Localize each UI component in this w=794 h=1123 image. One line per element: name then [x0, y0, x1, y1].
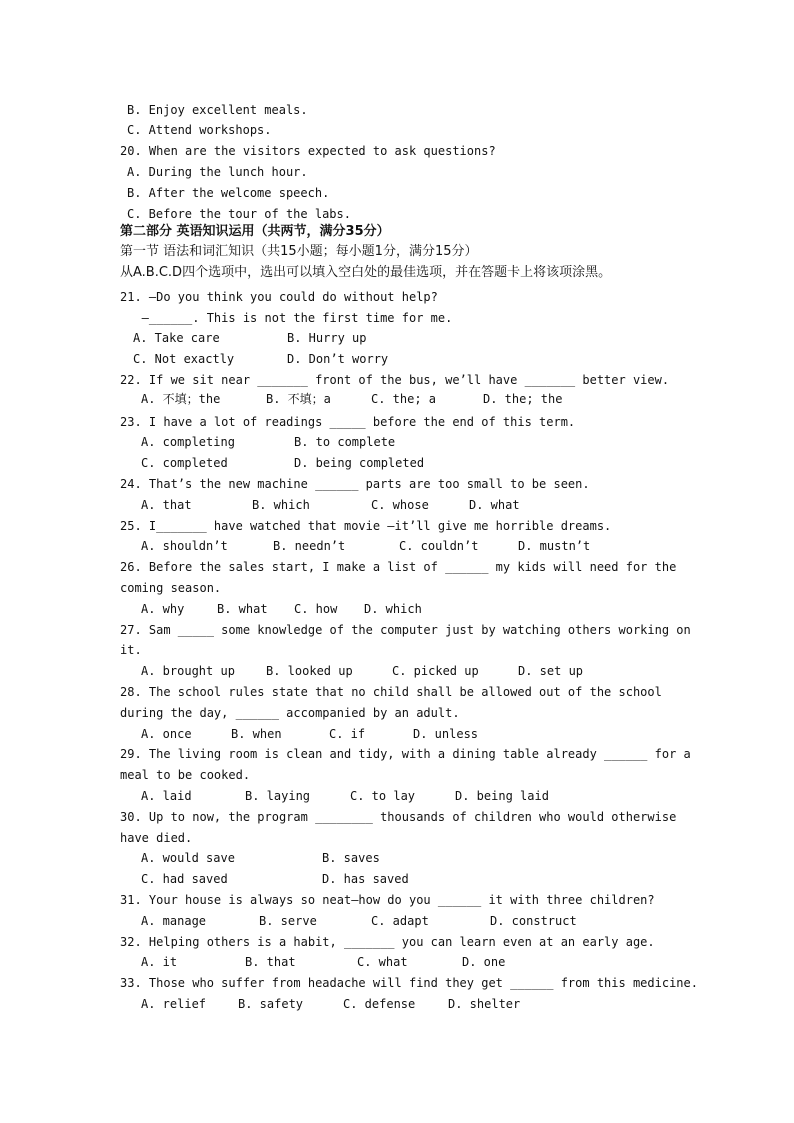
option-a: A. why [141, 602, 185, 616]
option-b: B. saves [322, 851, 380, 865]
question-30-stem-cont: have died. [120, 831, 193, 845]
option-b: B. serve [259, 914, 317, 928]
option-a: A. Take care [133, 331, 220, 345]
option-b: B. needn’t [273, 539, 346, 553]
option-b: B. laying [245, 789, 311, 803]
option-b: B. what [217, 602, 268, 616]
option-line: B. Enjoy excellent meals. [127, 103, 308, 117]
option-d: D. construct [490, 914, 577, 928]
question-28-stem-cont: during the day, ______ accompanied by an adult. [120, 706, 460, 720]
option-c: C. completed [141, 456, 228, 470]
option-d: D. one [462, 955, 506, 969]
question-24-stem: 24. That’s the new machine ______ parts are too small to be seen. [120, 477, 590, 491]
option-b: B. which [252, 498, 310, 512]
question-27-stem-cont: it. [120, 643, 142, 657]
option-a: A. it [141, 955, 178, 969]
option-c: C. whose [371, 498, 429, 512]
question-21-stem-cont: —______. This is not the first time for me. [120, 311, 453, 325]
option-d: D. mustn’t [518, 539, 591, 553]
question-30-stem: 30. Up to now, the program ________ thousands of children who would otherwise [120, 810, 677, 824]
option-a: A. completing [141, 435, 235, 449]
option-d: D. what [469, 498, 520, 512]
question-25-stem: 25. I_______ have watched that movie —it’ll give me horrible dreams. [120, 519, 612, 533]
option-d: D. unless [413, 727, 479, 741]
option-c: C. picked up [392, 664, 479, 678]
option-line: C. Before the tour of the labs. [127, 207, 351, 221]
option-b: B. safety [238, 997, 304, 1011]
question-26-stem: 26. Before the sales start, I make a list of ______ my kids will need for the [120, 560, 677, 574]
option-c: C. to lay [350, 789, 416, 803]
option-d: D. Don’t worry [287, 352, 389, 366]
option-a: A. that [141, 498, 192, 512]
option-b: B. that [245, 955, 296, 969]
option-c: C. couldn’t [399, 539, 479, 553]
option-line: B. After the welcome speech. [127, 186, 330, 200]
option-b: B. 不填；a [266, 392, 331, 406]
option-a: A. 不填；the [141, 392, 221, 406]
question-20-stem: 20. When are the visitors expected to ask questions? [120, 144, 496, 158]
section-one-heading: 第一节 语法和词汇知识（共15小题；每小题1分，满分15分） [120, 244, 478, 259]
option-a: A. laid [141, 789, 192, 803]
option-d: D. the; the [483, 392, 563, 406]
question-29-stem: 29. The living room is clean and tidy, with a dining table already ______ for a [120, 747, 691, 761]
option-b: B. to complete [294, 435, 396, 449]
option-a: A. manage [141, 914, 207, 928]
question-22-stem: 22. If we sit near _______ front of the bus, we’ll have _______ better view. [120, 373, 670, 387]
option-b: B. Hurry up [287, 331, 367, 345]
section-instruction: 从A.B.C.D四个选项中，选出可以填入空白处的最佳选项，并在答题卡上将该项涂黑。 [120, 265, 612, 280]
option-b: B. looked up [266, 664, 353, 678]
option-c: C. the; a [371, 392, 437, 406]
option-c: C. adapt [371, 914, 429, 928]
option-c: C. Not exactly [133, 352, 235, 366]
option-d: D. being completed [294, 456, 425, 470]
question-33-stem: 33. Those who suffer from headache will find they get ______ from this medicine. [120, 976, 698, 990]
option-d: D. set up [518, 664, 584, 678]
option-a: A. shouldn’t [141, 539, 228, 553]
option-a: A. would save [141, 851, 235, 865]
question-23-stem: 23. I have a lot of readings _____ before the end of this term. [120, 415, 576, 429]
option-d: D. has saved [322, 872, 409, 886]
question-21-stem: 21. —Do you think you could do without help? [120, 290, 438, 304]
option-d: D. being laid [455, 789, 549, 803]
question-32-stem: 32. Helping others is a habit, _______ you can learn even at an early age. [120, 935, 655, 949]
option-a: A. brought up [141, 664, 235, 678]
part-two-heading: 第二部分 英语知识运用（共两节，满分35分） [120, 224, 390, 239]
option-c: C. how [294, 602, 338, 616]
option-c: C. defense [343, 997, 416, 1011]
option-a: A. once [141, 727, 192, 741]
option-a: A. relief [141, 997, 207, 1011]
option-line: C. Attend workshops. [127, 123, 272, 137]
option-c: C. had saved [141, 872, 228, 886]
question-28-stem: 28. The school rules state that no child shall be allowed out of the school [120, 685, 662, 699]
question-29-stem-cont: meal to be cooked. [120, 768, 251, 782]
option-d: D. which [364, 602, 422, 616]
question-31-stem: 31. Your house is always so neat—how do you ______ it with three children? [120, 893, 655, 907]
question-26-stem-cont: coming season. [120, 581, 222, 595]
option-d: D. shelter [448, 997, 521, 1011]
option-line: A. During the lunch hour. [127, 165, 308, 179]
option-c: C. what [357, 955, 408, 969]
option-c: C. if [329, 727, 366, 741]
question-27-stem: 27. Sam _____ some knowledge of the computer just by watching others working on [120, 623, 691, 637]
option-b: B. when [231, 727, 282, 741]
